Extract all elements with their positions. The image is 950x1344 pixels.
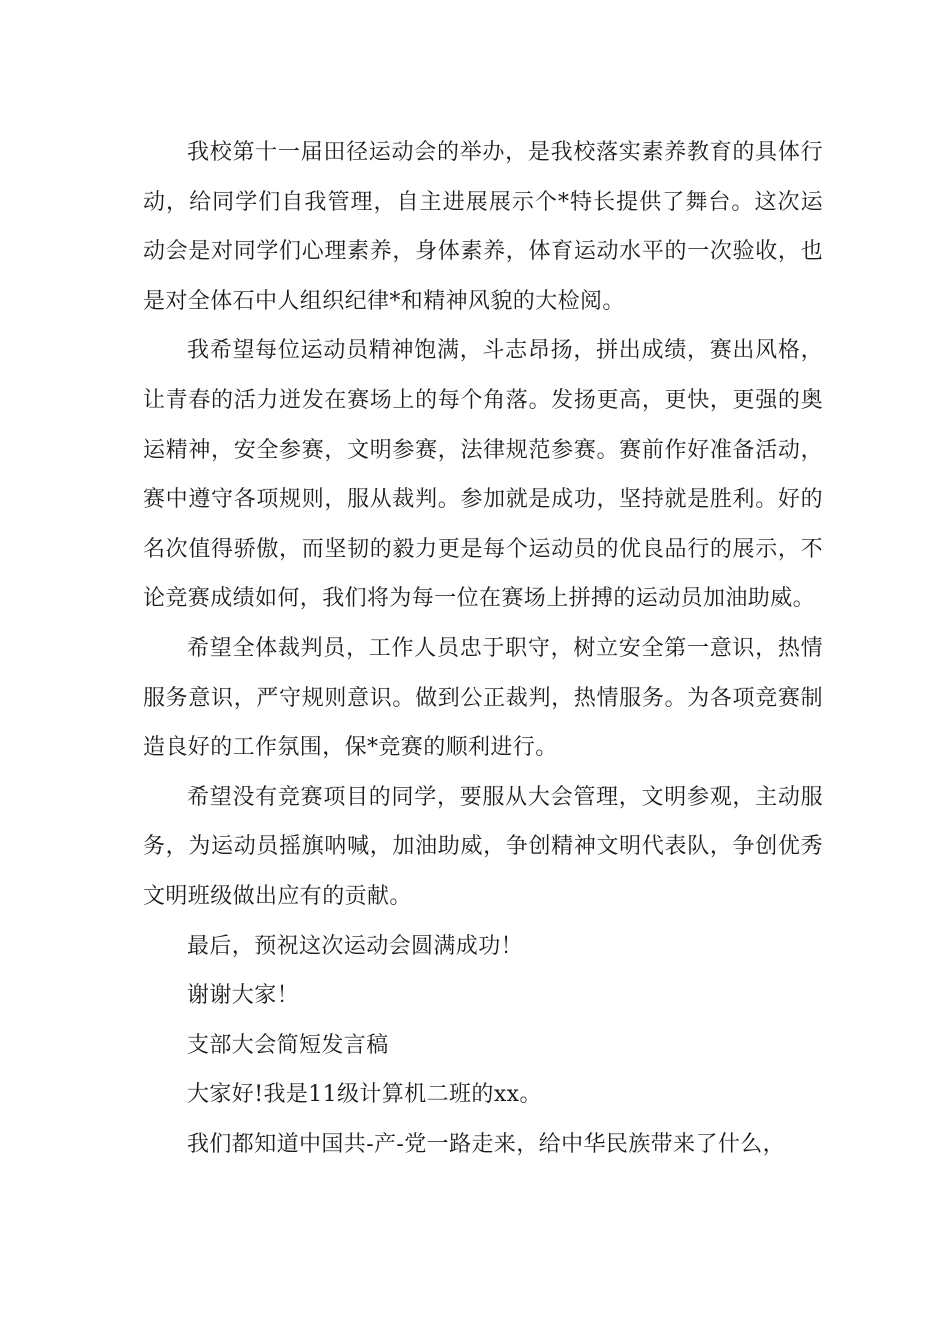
opening-line: 我们都知道中国共-产-党一路走来，给中华民族带来了什么， [187, 1131, 786, 1157]
thanks-line: 谢谢大家！ [187, 983, 300, 1009]
greeting-line: 大家好!我是11级计算机二班的xx。 [187, 1082, 542, 1108]
section-title: 支部大会简短发言稿 [187, 1032, 389, 1058]
paragraph-spectators-wishes: 希望没有竞赛项目的同学，要服从大会管理，文明参观，主动服务，为运动员摇旗呐喊，加油助威，争创精神文明代表队，争创优秀文明班级做出应有的贡献。 [143, 784, 823, 909]
paragraph-athletes-wishes: 我希望每位运动员精神饱满，斗志昂扬，拼出成绩，赛出风格，让青春的活力迸发在赛场上的每个角落。发扬更高，更快，更强的奥运精神，安全参赛，文明参赛，法律规范参赛。赛前作好准备活动，赛中遵守各项规则，服从裁判。参加就是成功，坚持就是胜利。好的名次值得骄傲，而坚韧的毅力更是每个运动员的优良品行的展示，不论竞赛成绩如何，我们将为每一位在赛场上拼搏的运动员加油助威。 [143, 338, 823, 612]
paragraph-referees-wishes: 希望全体裁判员，工作人员忠于职守，树立安全第一意识，热情服务意识，严守规则意识。做到公正裁判，热情服务。为各项竞赛制造良好的工作氛围，保*竞赛的顺利进行。 [143, 635, 823, 761]
paragraph-sports-meet-purpose: 我校第十一届田径运动会的举办，是我校落实素养教育的具体行动，给同学们自我管理，自主进展展示个*特长提供了舞台。这次运动会是对同学们心理素养，身体素养，体育运动水平的一次验收，也是对全体石中人组织纪律*和精神风貌的大检阅。 [143, 140, 823, 314]
document-body [143, 128, 823, 1169]
closing-line: 最后，预祝这次运动会圆满成功！ [187, 933, 524, 959]
